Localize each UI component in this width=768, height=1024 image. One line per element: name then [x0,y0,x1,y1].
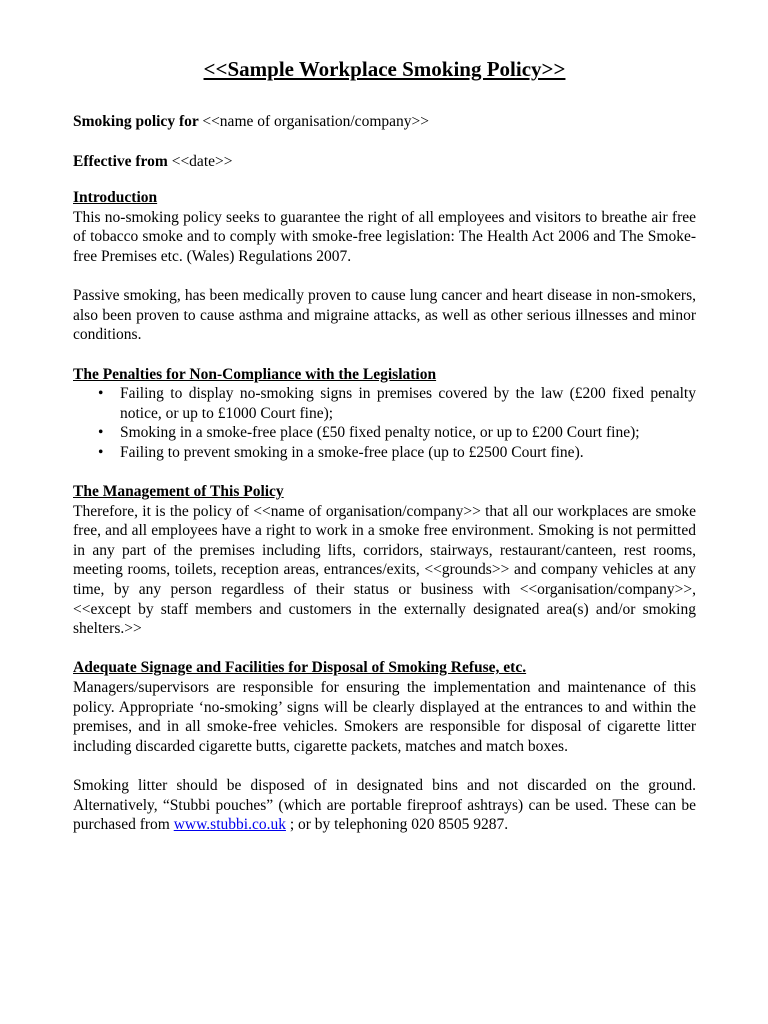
management-heading: The Management of This Policy [73,483,284,501]
document-title: <<Sample Workplace Smoking Policy>> [203,57,566,81]
effective-from-label: Effective from [73,152,172,170]
signage-paragraph-2-text: Smoking litter should be disposed of in designated bins and not discarded on the ground. Alternatively, “Stubbi pouches” (which are portable fireproof ashtrays) can be used. These can be purchased from [73,777,696,834]
signage-paragraph-2 [73,776,696,835]
date-placeholder: <<date>> [171,152,233,170]
management-paragraph: Therefore, it is the policy of <<name of organisation/company>> that all our workplaces are smoke free, and all employees have a right to work in a smoke free environment. Smoking is not permitted in any part of the premises including lifts, corridors, stairways, restaurant/canteen, rest rooms, meeting rooms, toilets, reception areas, entrances/exits, <<grounds>> and company vehicles at any time, by any person regardless of their status or business with <<organisation/company>>, <<except by staff members and customers in the externally designated area(s) and/or smoking shelters.>> [73,502,696,638]
penalty-item-text: Failing to display no-smoking signs in premises covered by the law (£200 fixed penalty notice, or up to £1000 Court fine); [120,385,696,422]
signage-paragraph-2-tail: ; or by telephoning 020 8505 9287. [285,816,509,834]
policy-for-line [73,112,696,132]
effective-from-line [73,152,696,172]
penalties-list [73,384,696,462]
introduction-paragraph-1: This no-smoking policy seeks to guarantee the right of all employees and visitors to breathe air free of tobacco smoke and to comply with smoke-free legislation: The Health Act 2006 and The Smoke-free Premises etc. (Wales) Regulations 2007. [73,208,696,265]
stubbi-website-link[interactable]: www.stubbi.co.uk [173,816,286,834]
signage-heading: Adequate Signage and Facilities for Disposal of Smoking Refuse, etc. [73,659,527,677]
spacer [73,639,696,659]
penalties-heading: The Penalties for Non-Compliance with the Legislation [73,365,437,383]
penalty-item [73,384,696,423]
bullet-icon: • [98,424,104,442]
signage-paragraph-1: Managers/supervisors are responsible for ensuring the implementation and maintenance of this policy. Appropriate ‘no-smoking’ signs will be clearly displayed at the entrances to and within the premises, and in all smoke-free vehicles. Smokers are responsible for disposal of cigarette litter including discarded cigarette butts, cigarette packets, matches and match boxes. [73,679,696,755]
spacer [73,171,696,188]
introduction-paragraph-2: Passive smoking, has been medically proven to cause lung cancer and heart disease in non-smokers, also been proven to cause asthma and migraine attacks, as well as other serious illnesses and minor conditions. [73,287,696,344]
penalty-item-text: Smoking in a smoke-free place (£50 fixed penalty notice, or up to £200 Court fine); [120,424,640,442]
bullet-icon: • [98,443,104,461]
spacer [73,463,696,483]
spacer [73,132,696,152]
penalty-item [73,423,696,443]
penalty-item-text: Failing to prevent smoking in a smoke-free place (up to £2500 Court fine). [120,443,584,461]
spacer [73,345,696,365]
penalty-item [73,443,696,463]
document-page [73,56,696,835]
bullet-icon: • [98,385,104,403]
spacer [73,267,696,287]
policy-for-label: Smoking policy for [73,113,203,130]
organisation-placeholder: <<name of organisation/company>> [202,113,429,130]
spacer [73,756,696,776]
introduction-heading: Introduction [73,189,158,207]
